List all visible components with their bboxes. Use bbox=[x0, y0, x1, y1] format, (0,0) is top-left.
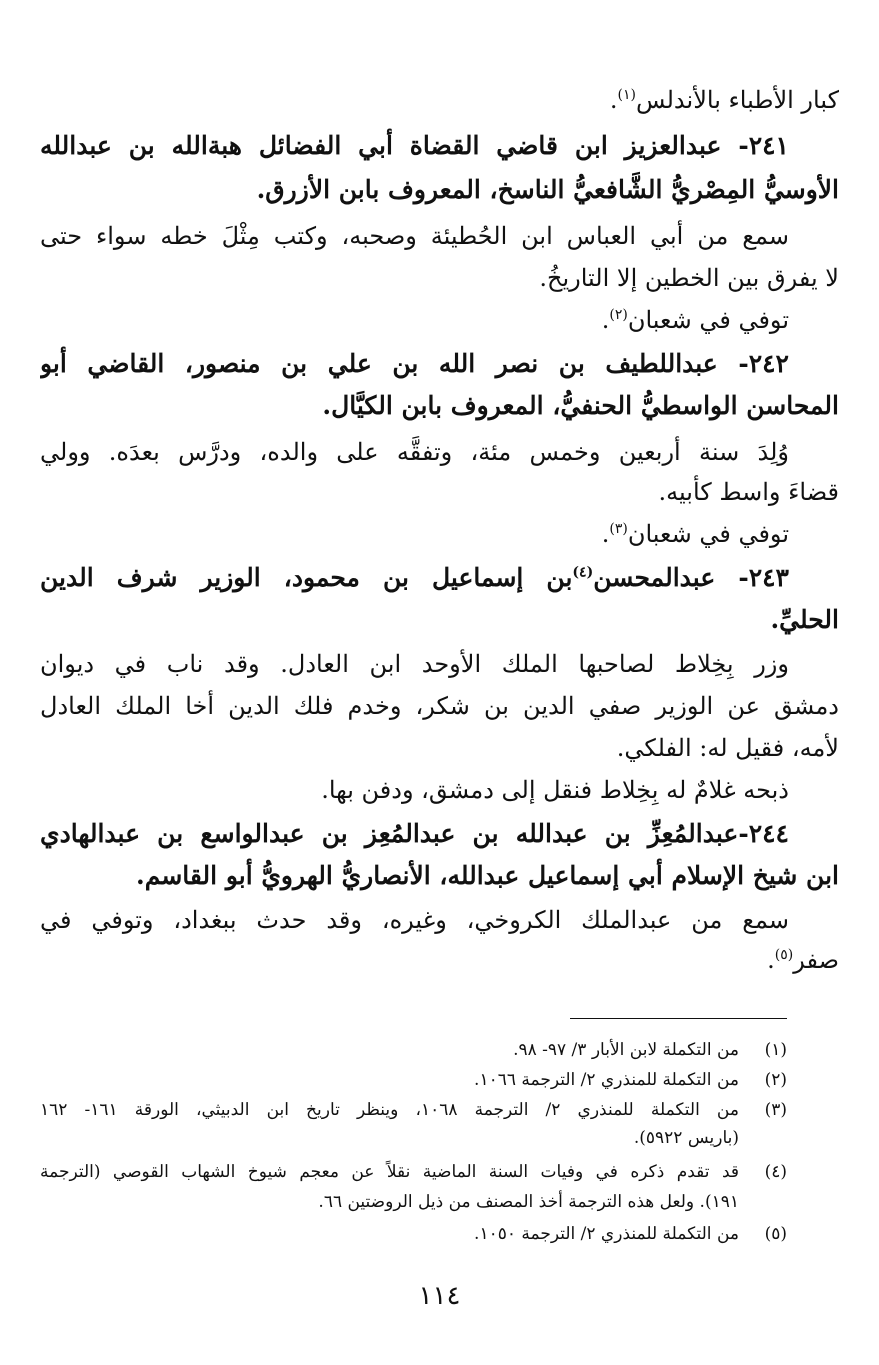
footnote-number: (٣) bbox=[764, 1100, 787, 1120]
footnote-text: من التكملة للمنذري ٢/ الترجمة ١٠٦٦. bbox=[474, 1070, 739, 1090]
entry-heading-244: ٢٤٤-عبدالمُعِزِّ بن عبدالله بن عبدالمُعِز بن عبدالواسع بن عبدالهادي bbox=[40, 819, 789, 848]
text-line: ذبحه غلامٌ له بِخِلاط فنقل إلى دمشق، ودفن بها. bbox=[321, 776, 789, 804]
entry-heading-241: ٢٤١- عبدالعزيز ابن قاضي القضاة أبي الفضائل هبةالله بن عبدالله bbox=[40, 131, 789, 160]
footnote-text: (باريس ٥٩٢٢). bbox=[633, 1128, 739, 1148]
text-line: سمع من أبي العباس ابن الحُطيئة وصحبه، وكتب مِثْلَ خطه سواء حتى bbox=[40, 222, 789, 250]
entry-heading-243: ٢٤٣- عبدالمحسن$^{(٤)}$بن إسماعيل بن محمود، الوزير شرف الدين bbox=[40, 563, 789, 592]
text-line: وزر بِخِلاط لصاحبها الملك الأوحد ابن العادل. وقد ناب في ديوان bbox=[40, 650, 789, 678]
footnote-divider bbox=[570, 1018, 787, 1019]
text-line: لا يفرق بين الخطين إلا التاريخُ. bbox=[539, 264, 839, 292]
text-line: صفر$^{(٥)}$. bbox=[767, 946, 839, 974]
footnote-marker: (٣) bbox=[609, 521, 628, 537]
footnote-marker: (٤) bbox=[572, 564, 594, 581]
footnote-number: (٢) bbox=[764, 1070, 787, 1090]
entry-heading-243-cont: الحليِّ. bbox=[770, 605, 839, 634]
footnote-text: من التكملة لابن الأبار ٣/ ٩٧- ٩٨. bbox=[513, 1040, 739, 1060]
footnote-number: (٤) bbox=[764, 1162, 787, 1182]
page-number: ١١٤ bbox=[418, 1281, 461, 1311]
footnote-number: (١) bbox=[764, 1040, 787, 1060]
footnote-text: من التكملة للمنذري ٢/ الترجمة ١٠٦٨، وينظر تاريخ ابن الدبيثي، الورقة ١٦١- ١٦٢ bbox=[40, 1100, 739, 1120]
footnote-number: (٥) bbox=[764, 1224, 787, 1244]
text-line: لأمه، فقيل له: الفلكي. bbox=[616, 734, 839, 762]
footnote-text: ١٩١). ولعل هذه الترجمة أخذ المصنف من ذيل الروضتين ٦٦. bbox=[318, 1192, 739, 1212]
entry-heading-242-cont: المحاسن الواسطيُّ الحنفيُّ، المعروف بابن الكيَّال. bbox=[322, 391, 839, 420]
text-line: قضاءَ واسط كأبيه. bbox=[658, 478, 839, 506]
text-line: دمشق عن الوزير صفي الدين بن شكر، وخدم فلك الدين أخا الملك العادل bbox=[40, 692, 839, 720]
footnote-marker: (٥) bbox=[774, 947, 794, 963]
text-line: سمع من عبدالملك الكروخي، وغيره، وقد حدث ببغداد، وتوفي في bbox=[40, 906, 789, 934]
text-line: توفي في شعبان$^{(٣)}$. bbox=[601, 520, 789, 548]
text-line: كبار الأطباء بالأندلس$^{(١)}$. bbox=[609, 86, 839, 114]
entry-heading-241-cont: الأوسيُّ المِصْريُّ الشَّافعيُّ الناسخ، المعروف بابن الأزرق. bbox=[256, 175, 839, 204]
entry-heading-244-cont: ابن شيخ الإسلام أبي إسماعيل عبدالله، الأنصاريُّ الهرويُّ أبو القاسم. bbox=[136, 861, 839, 890]
footnote-marker: (٢) bbox=[609, 307, 628, 323]
footnote-text: قد تقدم ذكره في وفيات السنة الماضية نقلاً عن معجم شيوخ الشهاب القوصي (الترجمة bbox=[40, 1162, 739, 1182]
footnote-marker: (١) bbox=[617, 87, 636, 103]
footnote-text: من التكملة للمنذري ٢/ الترجمة ١٠٥٠. bbox=[474, 1224, 739, 1244]
entry-heading-242: ٢٤٢- عبداللطيف بن نصر الله بن علي بن منصور، القاضي أبو bbox=[40, 349, 789, 378]
text-line: توفي في شعبان$^{(٢)}$. bbox=[601, 306, 789, 334]
text-line: وُلِدَ سنة أربعين وخمس مئة، وتفقَّه على والده، ودرَّس بعدَه. وولي bbox=[40, 438, 789, 466]
